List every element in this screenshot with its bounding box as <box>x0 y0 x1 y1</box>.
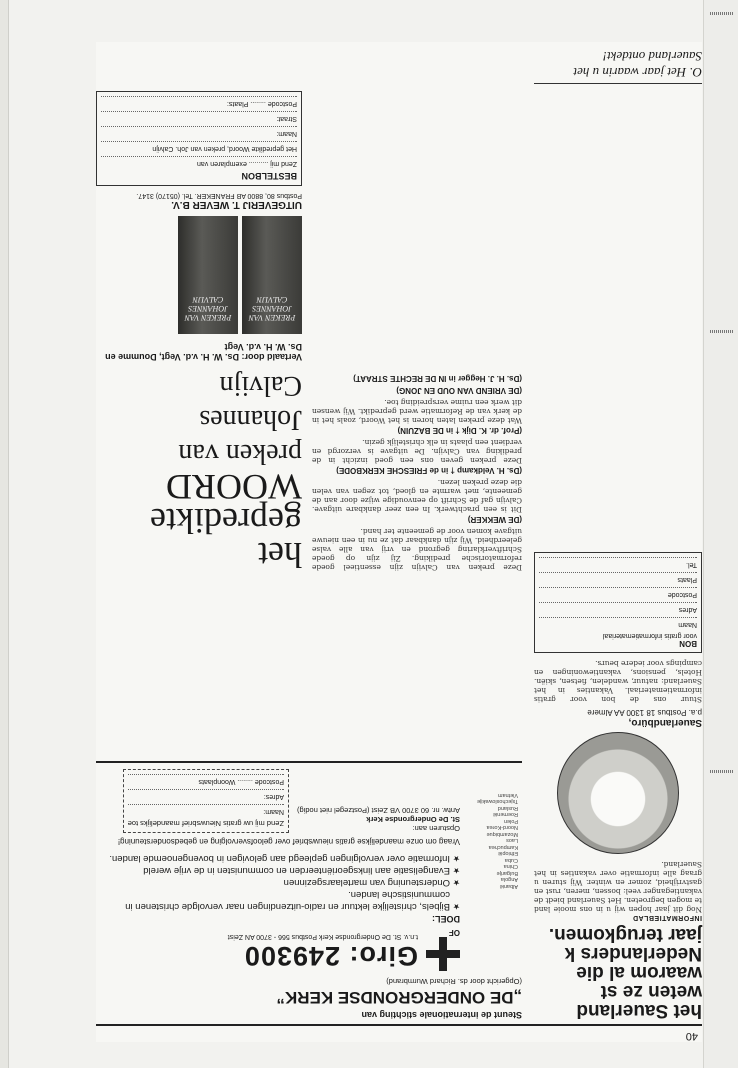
order-coupon[interactable] <box>96 91 302 186</box>
uk-coupon-name-field[interactable]: Naam: <box>128 804 284 817</box>
uk-coupon-form[interactable] <box>123 769 289 833</box>
book-authors: Vertaald door: Ds. W. H. v.d. Vegt, Doumme en Ds. W. H. v.d. Vegt <box>105 342 302 362</box>
uk-giro-recipient: t.n.v. St. De Ondergrondse Kerk Postbus 566 - 3700 AN Zeist <box>227 933 418 940</box>
uk-body <box>96 769 522 971</box>
uk-giro-row <box>96 928 460 971</box>
book-title-line: preken van <box>178 438 302 469</box>
country-item: Ethiopië <box>498 850 518 857</box>
section-rule <box>96 761 522 763</box>
order-street-field[interactable]: Straat: <box>101 111 297 124</box>
review-source: (Prof. dr. K. Dijk † in DE BAZUIN) <box>397 426 522 435</box>
coupon-field-phone[interactable]: Tel. <box>539 557 697 570</box>
country-item: Roemenië <box>492 811 518 818</box>
order-postcode-field[interactable]: Postcode ........ Plaats: <box>101 96 297 109</box>
adjacent-page-right <box>703 0 738 1068</box>
sauerland-headline: het Sauerland weten ze st waarom al die Nederlanders k jaar terugkomen. <box>548 924 702 1021</box>
uk-coupon-question: Vraag om onze maandelijkse gratis nieuwsbrief over geloofsvervolging en gebedsondersteuning! <box>117 837 460 846</box>
calvin-title-block <box>96 48 302 575</box>
uk-coupon-address <box>297 769 460 833</box>
sauerland-body-2: Stuur ons de bon voor gratis informatiemateriaal. Vakanties in het Sauerland: natuur, wandelen, fietsen, skiën. Hotels, pensions, vakantiewoningen en campings voor iedere beurs. <box>534 659 702 704</box>
uk-aim-item: ★ Informatie over vervolgingen gepleegd aan gelovigen in bovengenoemde landen. <box>96 852 460 864</box>
review-source: (Ds. H. Veldkamp † in de FRIESCHE KERKBODE) <box>336 466 522 475</box>
book-cover: PREKEN VAN JOHANNES CALVIJN <box>242 216 302 334</box>
edge-tick <box>710 12 734 15</box>
order-line[interactable]: Zend mij .......... exemplaren van <box>101 156 297 169</box>
book-title-line: Johannes <box>199 404 302 435</box>
order-name-field[interactable]: Naam: <box>101 126 297 139</box>
uk-title: „DE ONDERGRONDSE KERK” <box>276 988 522 1007</box>
adjacent-page-left <box>0 0 9 1068</box>
review-text: Dit is een prachtwerk. In een zeer dankbare uitgave. Calvijn gaf de Schrift op eenvoudige wijze door aan de gemeente, met warmte en gloed, tot zegen van velen die deze preken lezen. <box>312 478 522 514</box>
sauerland-ad <box>534 48 702 1020</box>
country-item: Albanië <box>499 883 518 889</box>
review-source: (DE WEKKER) <box>467 515 522 524</box>
book-title-line: het <box>258 535 302 575</box>
uk-coupon[interactable] <box>96 769 460 833</box>
review-text: Wat deze preken laten horen is het Woord, zoals het in de kerk van de Reformatie werd gepredikt. Wij wensen dit werk een ruime verspreiding toe. <box>312 398 522 425</box>
top-rule <box>96 1024 702 1026</box>
uk-giro-number: Giro: 249300 <box>243 941 418 971</box>
edge-tick <box>710 770 734 773</box>
calvin-book-ad <box>96 48 522 575</box>
country-item: China <box>503 863 518 870</box>
sauerland-address: p.a. Postbus 18 1300 AA Almere <box>587 708 702 717</box>
sauerland-body: Nog dit jaar hopen wij u in ons mooie land te mogen begroeten. Het Sauerland biedt de vakantieganger veel: bossen, meren, rust en gastvrijheid, zomer en winter. Wij sturen u graag alle informatie over vakanties in het Sauerland. <box>534 860 702 914</box>
book-title-line: WOORD <box>166 467 302 507</box>
country-item: Tsjechoslowakije <box>477 798 518 805</box>
country-item: Cuba <box>504 857 518 863</box>
country-item: Mozambique <box>486 831 518 837</box>
uk-coupon-org: St. De Ondergrondse Kerk <box>366 815 460 824</box>
review-source: (DE VRIEND VAN OUD EN JONG) <box>396 386 522 395</box>
country-item: Kampuchea <box>488 844 518 850</box>
sauerland-office: Sauerlandbüro, <box>628 717 702 728</box>
order-title: BESTELBON <box>241 171 297 181</box>
order-line: Het gepredikte Woord, preken van Joh. Calvijn <box>101 141 297 154</box>
sauerland-logo-icon <box>557 732 679 854</box>
magazine-page <box>96 42 702 1042</box>
page-number: 40 <box>685 1030 698 1042</box>
coupon-title: BON <box>679 639 697 648</box>
review-text: Deze preken van Calvijn zijn essentieel goede reformatorische prediking. Zij zijn op goede Schriftverklaring gegrond en vrij van alle valse geleerdheid. Wij zijn dankbaar dat ze nu in een nieuwe uitgave komen voor de gemeente ter hand. <box>312 527 522 572</box>
uk-subtitle: (Opgericht door ds. Richard Wurmbrand) <box>386 977 522 986</box>
uk-aims-list <box>96 852 460 912</box>
country-item: Laos <box>506 837 518 844</box>
country-item: Rusland <box>497 805 518 811</box>
country-item: Noord-Korea <box>486 824 518 831</box>
book-title-line: Calvijn <box>219 370 302 401</box>
underground-church-ad <box>96 761 522 1020</box>
cross-icon <box>426 937 460 971</box>
uk-cross-block <box>426 928 460 971</box>
uk-coupon-address-field[interactable]: Adres: <box>128 789 284 802</box>
sauerland-intro-label: INFORMATIEBLAD <box>632 914 702 921</box>
calvin-reviews <box>312 48 522 572</box>
book-image <box>96 216 302 334</box>
book-title-line: gepredikte <box>150 501 302 541</box>
coupon-field-name[interactable]: Naam <box>539 617 697 630</box>
uk-aim-item: ★ Ondersteuning van martelaarsgezinnen <box>96 876 460 888</box>
country-item: Vietnam <box>497 792 518 798</box>
review-text: Deze preken geven ons een goed inzicht in de prediking van Calvijn. De uitgave is verzorgd en verdient een plaats in elk christelijk gezin. <box>312 438 522 465</box>
publisher-address: Postbus 80, 8800 AB FRANEKER. Tel. (05170) 3147. <box>136 192 302 199</box>
uk-aim-item: ★ Evangelisatie aan linksgeoriënteerden en communisten in de vrije wereld <box>96 864 460 876</box>
uk-country-list <box>472 792 518 890</box>
coupon-subtitle: voor gratis informatiemateriaal <box>602 632 697 639</box>
country-item: Angola <box>500 876 518 883</box>
uk-coupon-line: Zend mij uw gratis Nieuwsbrief maandelijks toe <box>127 819 284 828</box>
uk-aim-item: ★ Bijbels, christelijke lektuur en radio-uitzendingen naar vervolgde christenen in communistische landen. <box>96 888 460 912</box>
country-item: Bulgarije <box>496 870 518 876</box>
review-source: (Ds. H. J. Hegger in IN DE RECHTE STRAAT) <box>353 374 522 383</box>
sauerland-coupon[interactable] <box>534 552 702 653</box>
country-item: Polen <box>503 818 518 824</box>
sauerland-slogan: O. Het jaar waarin u het Sauerland ontdekt! <box>534 48 702 84</box>
uk-coupon-send: Opsturen aan: <box>412 824 460 833</box>
uk-coupon-postcode-field[interactable]: Postcode ........ Woonplaats <box>128 774 284 787</box>
coupon-field-address[interactable]: Adres <box>539 602 697 615</box>
coupon-field-postcode[interactable]: Postcode <box>539 587 697 600</box>
uk-coupon-addr: Antw. nr. 60 3700 VB Zeist (Postzegel niet nodig) <box>296 806 460 815</box>
coupon-field-city[interactable]: Plaats <box>539 572 697 585</box>
uk-header: Steunt de internationale stichting van <box>361 1010 522 1020</box>
uk-cross-label: OF <box>448 928 460 937</box>
publisher-name: UITGEVERIJ T. WEVER B.V. <box>171 199 302 210</box>
uk-aims-heading: DOEL: <box>432 914 460 924</box>
edge-tick <box>710 330 734 333</box>
book-cover: PREKEN VAN JOHANNES CALVIJN <box>178 216 238 334</box>
